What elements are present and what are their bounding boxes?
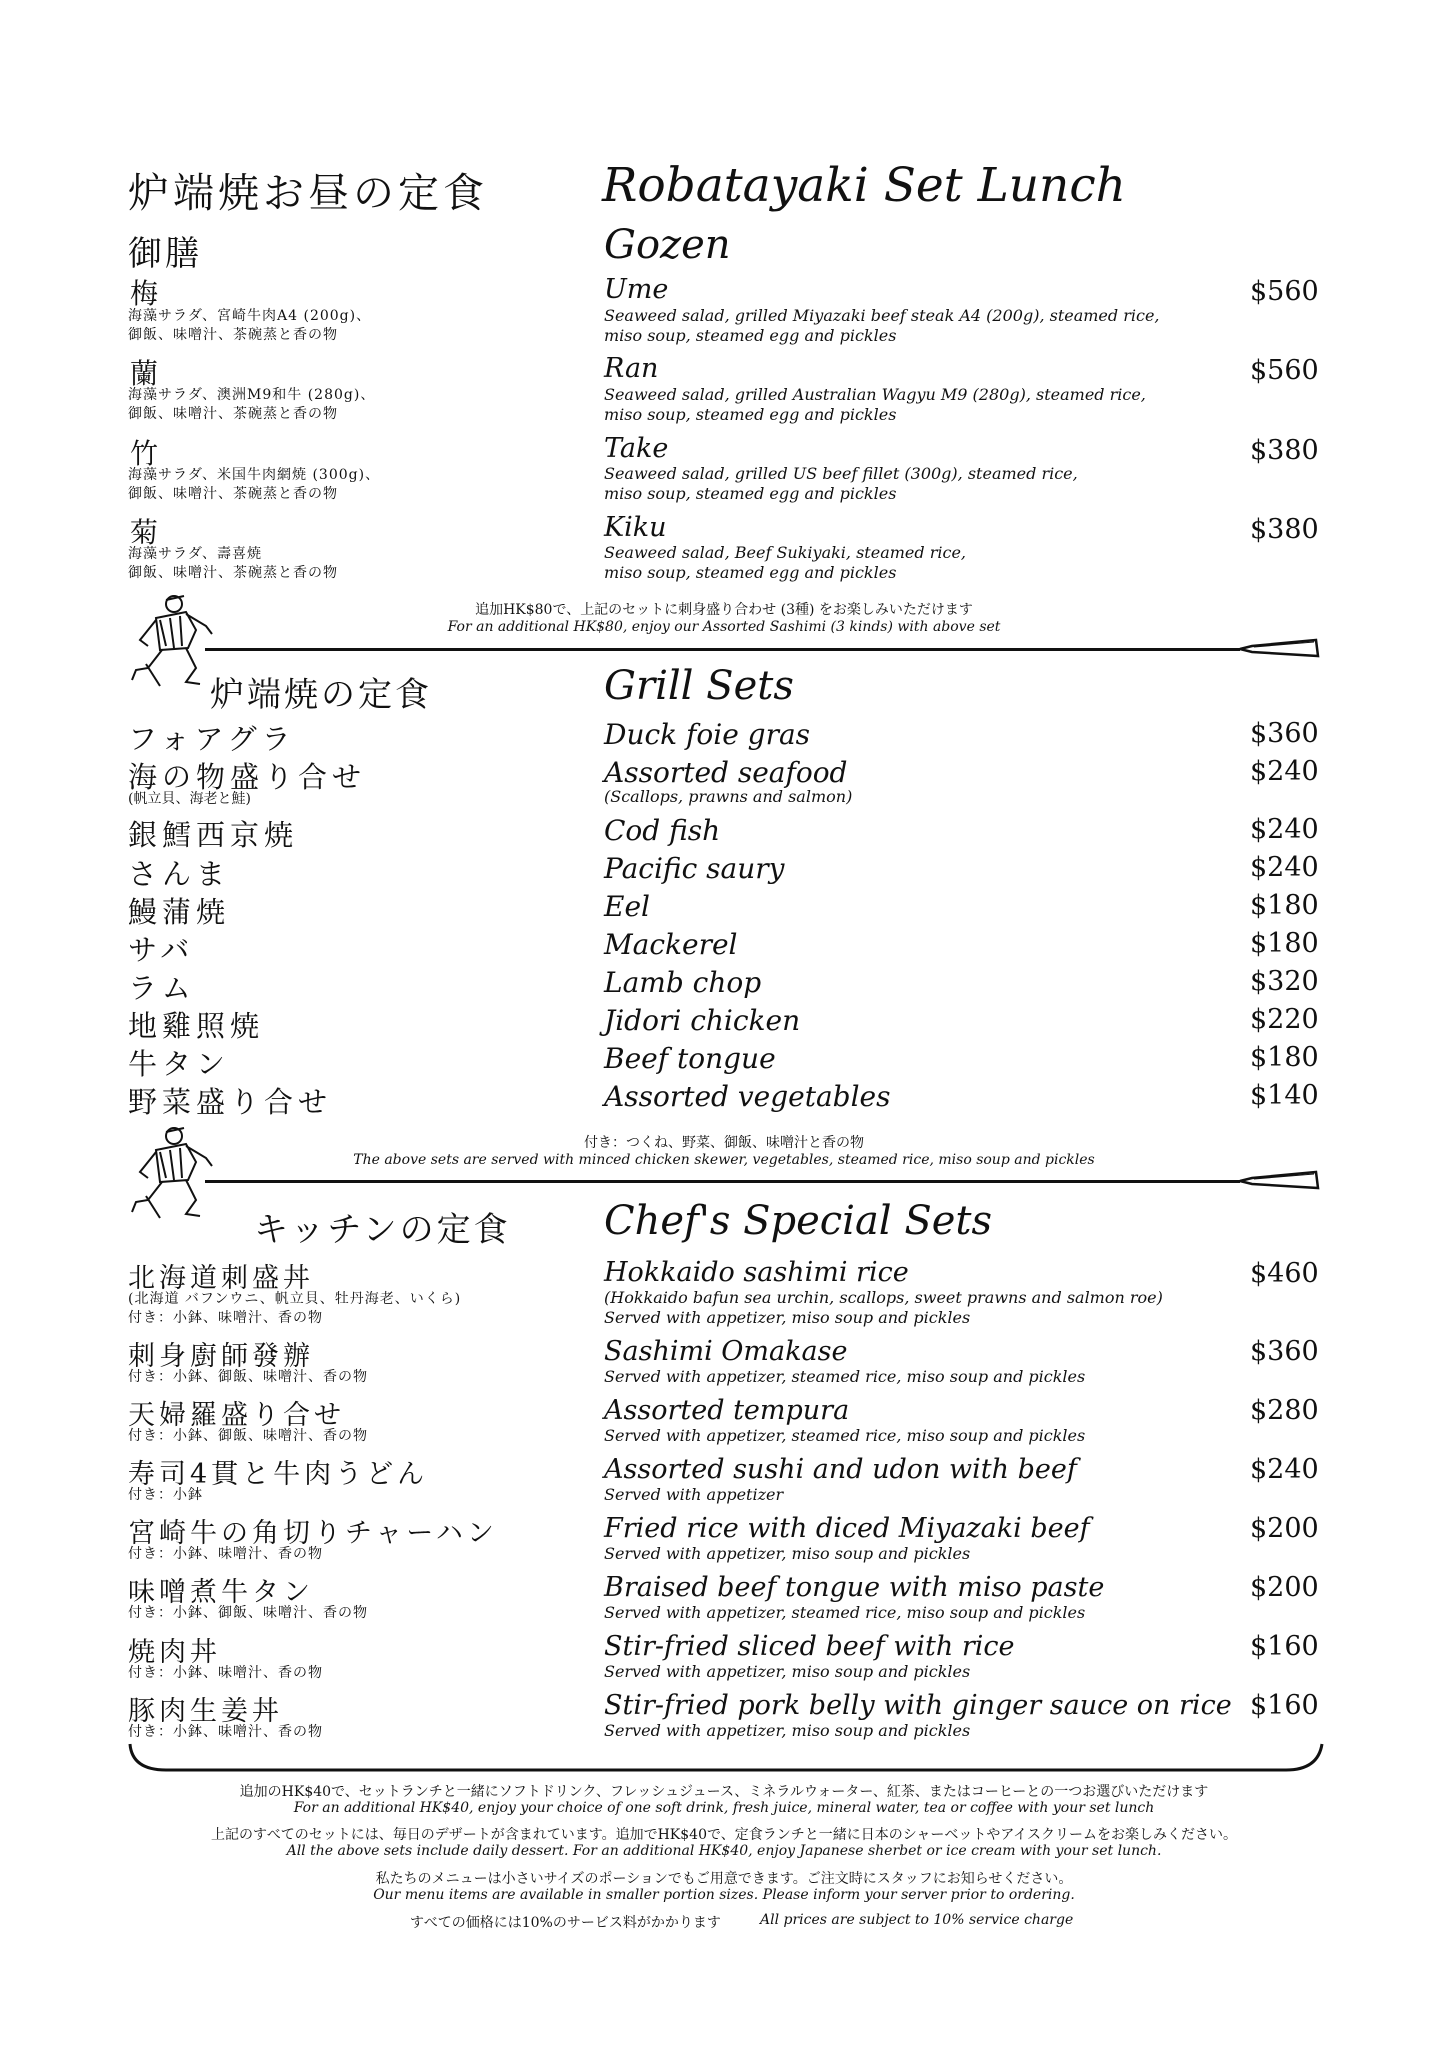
chef-jp-name: 寿司4貫と牛肉うどん	[128, 1459, 429, 1490]
chef-jp-name: 宮崎牛の角切りチャーハン	[128, 1518, 498, 1549]
chef-jp-desc: 付き：小鉢	[128, 1487, 203, 1503]
gozen-en-desc: Seaweed salad, grilled Miyazaki beef steak A4 (200g), steamed rice,	[604, 306, 1160, 325]
grill-en-note: (Scallops, prawns and salmon)	[604, 787, 853, 806]
chef-price: $160	[1250, 1690, 1319, 1721]
gozen-price: $380	[1250, 435, 1319, 466]
grill-price: $360	[1250, 718, 1319, 749]
paddle-icon	[1238, 1168, 1320, 1194]
chef-jp-desc: (北海道 バフンウニ、帆立貝、牡丹海老、いくら)	[128, 1291, 462, 1307]
grill-jp-name: 牛タン	[128, 1047, 231, 1081]
section-divider	[205, 648, 1240, 651]
footer-note-1-en: For an additional HK$40, enjoy your choice of one soft drink, fresh juice, mineral water, tea or coffee with your set lunch	[293, 1800, 1155, 1816]
gozen-jp-desc: 海藻サラダ、米国牛肉網焼 (300g)、	[128, 467, 381, 483]
grill-price: $180	[1250, 1042, 1319, 1073]
grill-jp-name: フォアグラ	[128, 722, 296, 756]
samurai-illustration	[126, 1122, 221, 1222]
grill-jp-name: ラム	[128, 971, 196, 1005]
grill-price: $320	[1250, 966, 1319, 997]
gozen-en-name: Kiku	[604, 512, 667, 543]
chef-jp-desc: 付き：小鉢、味噌汁、香の物	[128, 1665, 323, 1681]
chef-jp-desc: 付き：小鉢、味噌汁、香の物	[128, 1546, 323, 1562]
footer-note-3-en: Our menu items are available in smaller portion sizes. Please inform your server prior to ordering.	[373, 1887, 1075, 1903]
chef-jp-name: 豚肉生姜丼	[128, 1696, 283, 1727]
chef-en-desc: Served with appetizer, miso soup and pickles	[604, 1721, 971, 1740]
chef-jp-name: 焼肉丼	[128, 1637, 221, 1668]
grill-en-name: Assorted vegetables	[604, 1080, 891, 1113]
grill-en-name: Beef tongue	[604, 1042, 776, 1075]
chef-price: $360	[1250, 1336, 1319, 1367]
grill-en-name: Assorted seafood	[604, 756, 848, 789]
grill-jp-name: サバ	[128, 933, 195, 967]
gozen-jp-desc: 御飯、味噌汁、茶碗蒸と香の物	[128, 486, 338, 502]
grill-en-title: Grill Sets	[604, 663, 794, 709]
grill-price: $140	[1250, 1080, 1319, 1111]
gozen-jp-desc: 海藻サラダ、宮崎牛肉A4 (200g)、	[128, 308, 372, 324]
grill-en-name: Cod fish	[604, 814, 721, 847]
gozen-en-name: Ume	[604, 274, 669, 305]
grill-price: $180	[1250, 890, 1319, 921]
grill-jp-name: 海の物盛り合せ	[128, 760, 367, 794]
footer-note-4-jp: すべての価格には10%のサービス料がかかります	[410, 1915, 721, 1931]
grill-jp-name: 鰻蒲焼	[128, 895, 231, 929]
gozen-jp-name: 梅	[130, 277, 159, 310]
grill-en-name: Lamb chop	[604, 966, 762, 999]
gozen-jp-desc: 海藻サラダ、澳洲M9和牛 (280g)、	[128, 387, 376, 403]
gozen-price: $380	[1250, 514, 1319, 545]
chef-en-name: Assorted sushi and udon with beef	[604, 1454, 1077, 1485]
chef-price: $160	[1250, 1631, 1319, 1662]
gozen-en-name: Take	[604, 433, 669, 464]
gozen-en-name: Ran	[604, 353, 659, 384]
chef-en-name: Stir-fried pork belly with ginger sauce on rice	[604, 1690, 1232, 1721]
en-main-title: Robatayaki Set Lunch	[602, 158, 1126, 213]
grill-en-name: Jidori chicken	[604, 1004, 801, 1037]
gozen-jp-desc: 海藻サラダ、壽喜焼	[128, 546, 263, 562]
gozen-jp-title: 御膳	[128, 234, 202, 274]
grill-note-jp: 付き：つくね、野菜、御飯、味噌汁と香の物	[584, 1135, 864, 1151]
chef-en-name: Braised beef tongue with miso paste	[604, 1572, 1105, 1603]
chef-price: $240	[1250, 1454, 1319, 1485]
gozen-price: $560	[1250, 276, 1319, 307]
chef-jp-title: キッチンの定食	[254, 1210, 511, 1250]
gozen-en-desc: Seaweed salad, grilled Australian Wagyu M9 (280g), steamed rice,	[604, 385, 1146, 404]
chef-en-name: Stir-fried sliced beef with rice	[604, 1631, 1015, 1662]
chef-jp-desc: 付き：小鉢、御飯、味噌汁、香の物	[128, 1369, 368, 1385]
grill-note-en: The above sets are served with minced chicken skewer, vegetables, steamed rice, miso soup and pickles	[353, 1152, 1095, 1168]
chef-jp-name: 刺身廚師發辦	[128, 1341, 314, 1372]
grill-jp-name: 地雞照焼	[128, 1009, 265, 1043]
chef-en-desc: (Hokkaido bafun sea urchin, scallops, sweet prawns and salmon roe)	[604, 1288, 1163, 1307]
grill-en-name: Eel	[604, 890, 650, 923]
jp-main-title: 炉端焼お昼の定食	[128, 169, 488, 217]
chef-en-desc: Served with appetizer, steamed rice, miso soup and pickles	[604, 1426, 1086, 1445]
gozen-jp-name: 蘭	[130, 357, 159, 390]
chef-en-desc: Served with appetizer, miso soup and pickles	[604, 1662, 971, 1681]
chef-en-desc: Served with appetizer, steamed rice, miso soup and pickles	[604, 1603, 1086, 1622]
footer-note-2-jp: 上記のすべてのセットには、毎日のデザートが含まれています。追加でHK$40で、定食ランチと一緒に日本のシャーベットやアイスクリームをお楽しみください。	[210, 1827, 1238, 1843]
grill-price: $180	[1250, 928, 1319, 959]
chef-price: $200	[1250, 1513, 1319, 1544]
gozen-jp-name: 竹	[130, 437, 159, 470]
footer-note-4-en: All prices are subject to 10% service charge	[760, 1912, 1074, 1928]
grill-en-name: Duck foie gras	[604, 718, 811, 751]
gozen-jp-desc: 御飯、味噌汁、茶碗蒸と香の物	[128, 327, 338, 343]
gozen-jp-desc: 御飯、味噌汁、茶碗蒸と香の物	[128, 406, 338, 422]
gozen-en-desc: miso soup, steamed egg and pickles	[604, 326, 897, 345]
chef-en-name: Hokkaido sashimi rice	[604, 1257, 909, 1288]
chef-en-name: Sashimi Omakase	[604, 1336, 848, 1367]
gozen-en-desc: miso soup, steamed egg and pickles	[604, 563, 897, 582]
chef-en-desc: Served with appetizer, steamed rice, miso soup and pickles	[604, 1367, 1086, 1386]
chef-jp-desc: 付き：小鉢、御飯、味噌汁、香の物	[128, 1605, 368, 1621]
grill-en-name: Pacific saury	[604, 852, 785, 885]
gozen-jp-desc: 御飯、味噌汁、茶碗蒸と香の物	[128, 565, 338, 581]
chef-jp-desc: 付き：小鉢、味噌汁、香の物	[128, 1724, 323, 1740]
footer-note-1-jp: 追加のHK$40で、セットランチと一緒にソフトドリンク、フレッシュジュース、ミネラルウォーター、紅茶、またはコーヒーとの一つお選びいただけます	[239, 1784, 1209, 1800]
grill-en-name: Mackerel	[604, 928, 738, 961]
gozen-en-desc: miso soup, steamed egg and pickles	[604, 405, 897, 424]
gozen-en-desc: miso soup, steamed egg and pickles	[604, 484, 897, 503]
gozen-jp-name: 菊	[130, 516, 159, 549]
footer-note-2-en: All the above sets include daily dessert. For an additional HK$40, enjoy Japanese sherbet or ice cream with your set lunch.	[286, 1843, 1162, 1859]
gozen-price: $560	[1250, 355, 1319, 386]
grill-price: $220	[1250, 1004, 1319, 1035]
grill-price: $240	[1250, 814, 1319, 845]
gozen-note-en: For an additional HK$80, enjoy our Assorted Sashimi (3 kinds) with above set	[447, 619, 1001, 635]
grill-jp-name: さんま	[128, 857, 231, 891]
grill-jp-note: (帆立貝、海老と鮭)	[128, 791, 251, 807]
chef-en-desc: Served with appetizer, miso soup and pickles	[604, 1544, 971, 1563]
chef-en-title: Chef's Special Sets	[604, 1198, 992, 1244]
chef-jp-desc: 付き：小鉢、御飯、味噌汁、香の物	[128, 1428, 368, 1444]
gozen-en-desc: Seaweed salad, grilled US beef fillet (300g), steamed rice,	[604, 464, 1078, 483]
chef-price: $200	[1250, 1572, 1319, 1603]
gozen-en-title: Gozen	[604, 222, 731, 268]
samurai-illustration	[126, 590, 221, 690]
chef-en-name: Fried rice with diced Miyazaki beef	[604, 1513, 1090, 1544]
chef-en-name: Assorted tempura	[604, 1395, 850, 1426]
paddle-icon	[1238, 636, 1320, 662]
gozen-note-jp: 追加HK$80で、上記のセットに刺身盛り合わせ (3種) をお楽しみいただけます	[475, 602, 973, 618]
grill-jp-name: 銀鱈西京焼	[128, 818, 299, 852]
chef-price: $280	[1250, 1395, 1319, 1426]
chef-en-desc: Served with appetizer	[604, 1485, 784, 1504]
section-divider	[205, 1180, 1240, 1183]
chef-jp-name: 天婦羅盛り合せ	[128, 1400, 345, 1431]
grill-jp-title: 炉端焼の定食	[210, 675, 432, 715]
chef-en-desc: Served with appetizer, miso soup and pickles	[604, 1308, 971, 1327]
grill-price: $240	[1250, 852, 1319, 883]
chef-jp-name: 北海道刺盛丼	[128, 1263, 314, 1294]
chef-price: $460	[1250, 1258, 1319, 1289]
footer-note-3-jp: 私たちのメニューは小さいサイズのポーションでもご用意できます。ご注文時にスタッフにお知らせください。	[375, 1871, 1073, 1887]
grill-jp-name: 野菜盛り合せ	[128, 1085, 333, 1119]
chef-jp-desc: 付き：小鉢、味噌汁、香の物	[128, 1310, 323, 1326]
grill-price: $240	[1250, 756, 1319, 787]
bottom-bracket	[126, 1740, 1326, 1780]
chef-jp-name: 味噌煮牛タン	[128, 1577, 314, 1608]
gozen-en-desc: Seaweed salad, Beef Sukiyaki, steamed rice,	[604, 543, 966, 562]
